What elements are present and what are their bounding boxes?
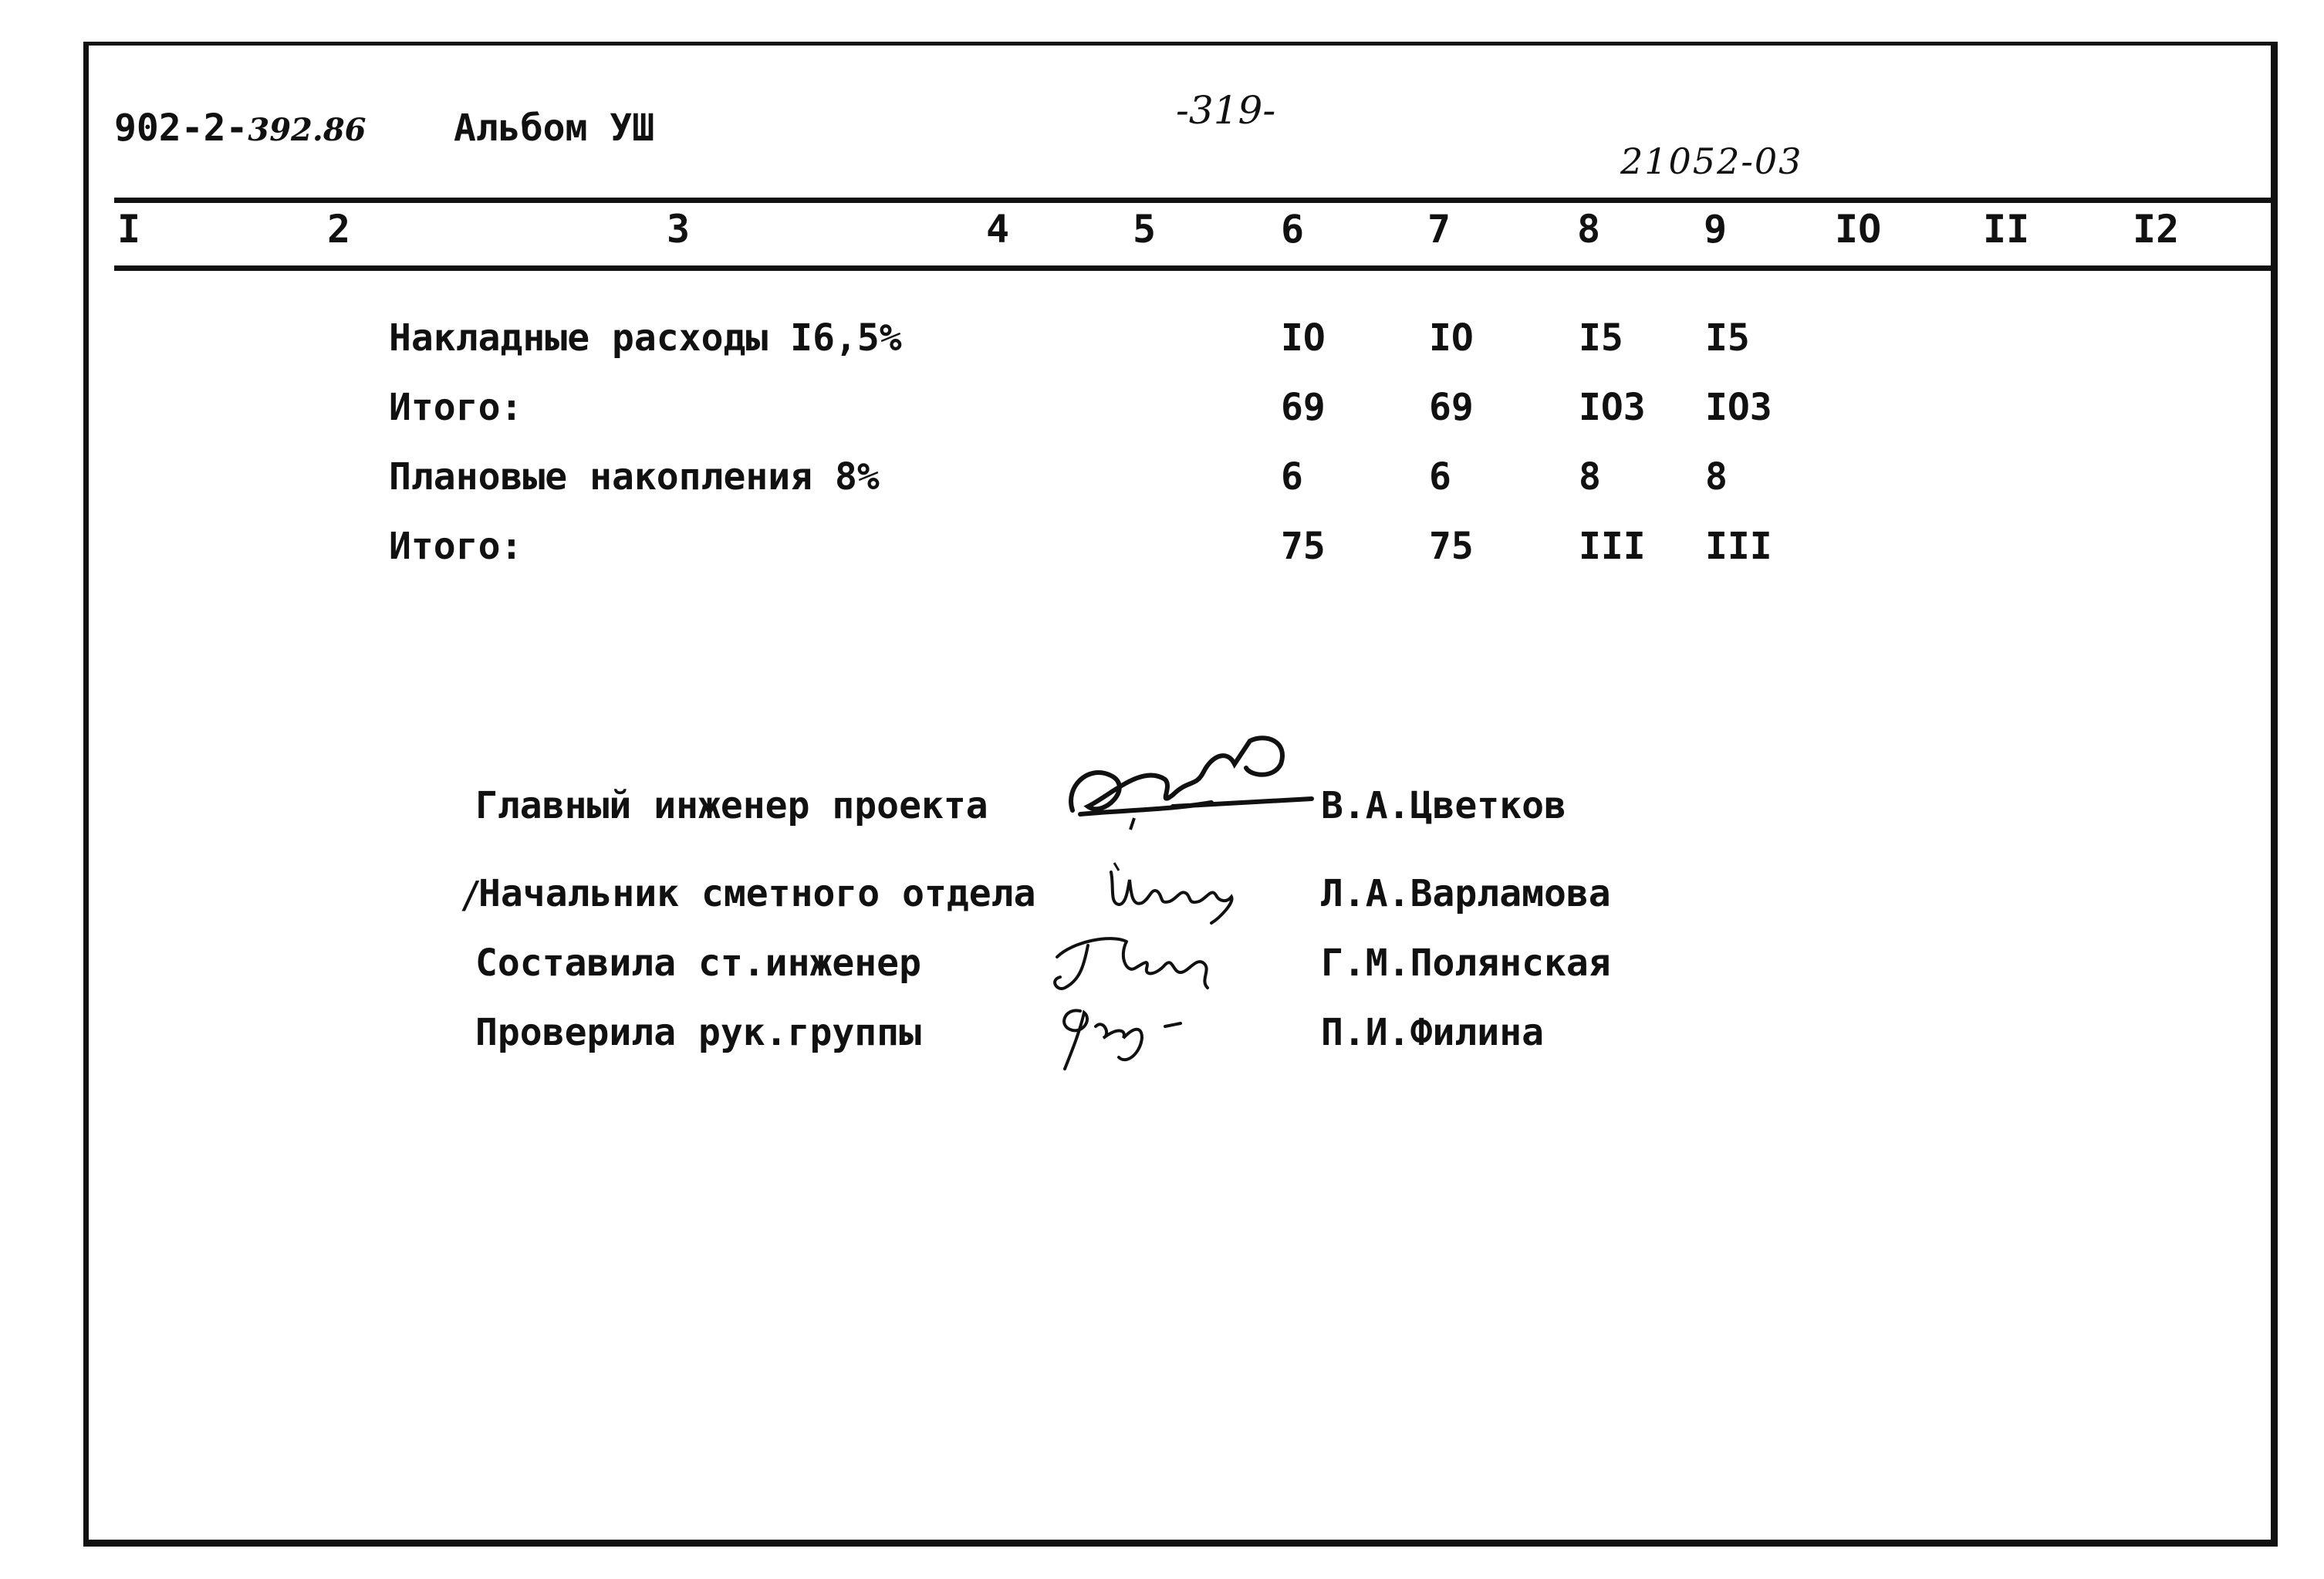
signer-role: Начальник сметного отдела xyxy=(478,872,1036,915)
signer-name: В.А.Цветков xyxy=(1321,784,1566,827)
signature-chief-engineer xyxy=(1057,733,1319,833)
row-label: Итого: xyxy=(389,525,523,568)
column-number: 8 xyxy=(1577,207,1601,252)
album-label: Альбом УШ xyxy=(454,107,655,150)
column-number: 5 xyxy=(1133,207,1157,252)
cell-col7: IO xyxy=(1429,316,1474,360)
signer-role: Главный инженер проекта xyxy=(475,784,988,827)
signature-compiler xyxy=(1042,926,1235,1003)
cell-col9: IO3 xyxy=(1705,386,1772,429)
cell-col8: III xyxy=(1579,525,1646,568)
signer-name: Г.М.Полянская xyxy=(1321,942,1611,985)
column-number: 7 xyxy=(1427,207,1451,252)
cell-col7: 75 xyxy=(1429,525,1474,568)
column-number: 3 xyxy=(667,207,691,252)
doc-code-printed: 902-2- xyxy=(114,107,248,150)
column-number: 6 xyxy=(1281,207,1305,252)
header-rule-bottom xyxy=(114,265,2275,271)
cell-col6: 69 xyxy=(1281,386,1326,429)
row-label: Итого: xyxy=(389,386,523,429)
ref-number: 21052-03 xyxy=(1620,140,1803,182)
signature-estimate-head xyxy=(1103,857,1273,926)
cell-col6: IO xyxy=(1281,316,1326,360)
signer-role: Проверила рук.группы xyxy=(475,1011,921,1054)
cell-col9: 8 xyxy=(1705,455,1728,499)
margin-tick: / xyxy=(460,874,482,917)
doc-code xyxy=(114,107,366,150)
cell-col9: I5 xyxy=(1705,316,1750,360)
cell-col8: IO3 xyxy=(1579,386,1646,429)
column-number: 4 xyxy=(986,207,1010,252)
column-number: I2 xyxy=(2133,207,2180,252)
cell-col6: 6 xyxy=(1281,455,1303,499)
header-rule-top xyxy=(114,198,2275,203)
row-label: Плановые накопления 8% xyxy=(389,455,880,499)
doc-code-handwritten: 392.86 xyxy=(248,112,367,148)
cell-col8: I5 xyxy=(1579,316,1623,360)
page-number: -319- xyxy=(1176,88,1276,133)
signer-name: П.И.Филина xyxy=(1321,1011,1544,1054)
column-number: I xyxy=(117,207,141,252)
cell-col6: 75 xyxy=(1281,525,1326,568)
column-number: II xyxy=(1983,207,2030,252)
row-label: Накладные расходы I6,5% xyxy=(389,316,902,360)
column-number: IO xyxy=(1835,207,1882,252)
signature-checker xyxy=(1049,996,1227,1080)
signer-name: Л.А.Варламова xyxy=(1321,872,1611,915)
column-number: 2 xyxy=(327,207,351,252)
cell-col7: 69 xyxy=(1429,386,1474,429)
cell-col8: 8 xyxy=(1579,455,1601,499)
column-number: 9 xyxy=(1704,207,1728,252)
signer-role: Составила ст.инженер xyxy=(475,942,921,985)
cell-col9: III xyxy=(1705,525,1772,568)
cell-col7: 6 xyxy=(1429,455,1451,499)
